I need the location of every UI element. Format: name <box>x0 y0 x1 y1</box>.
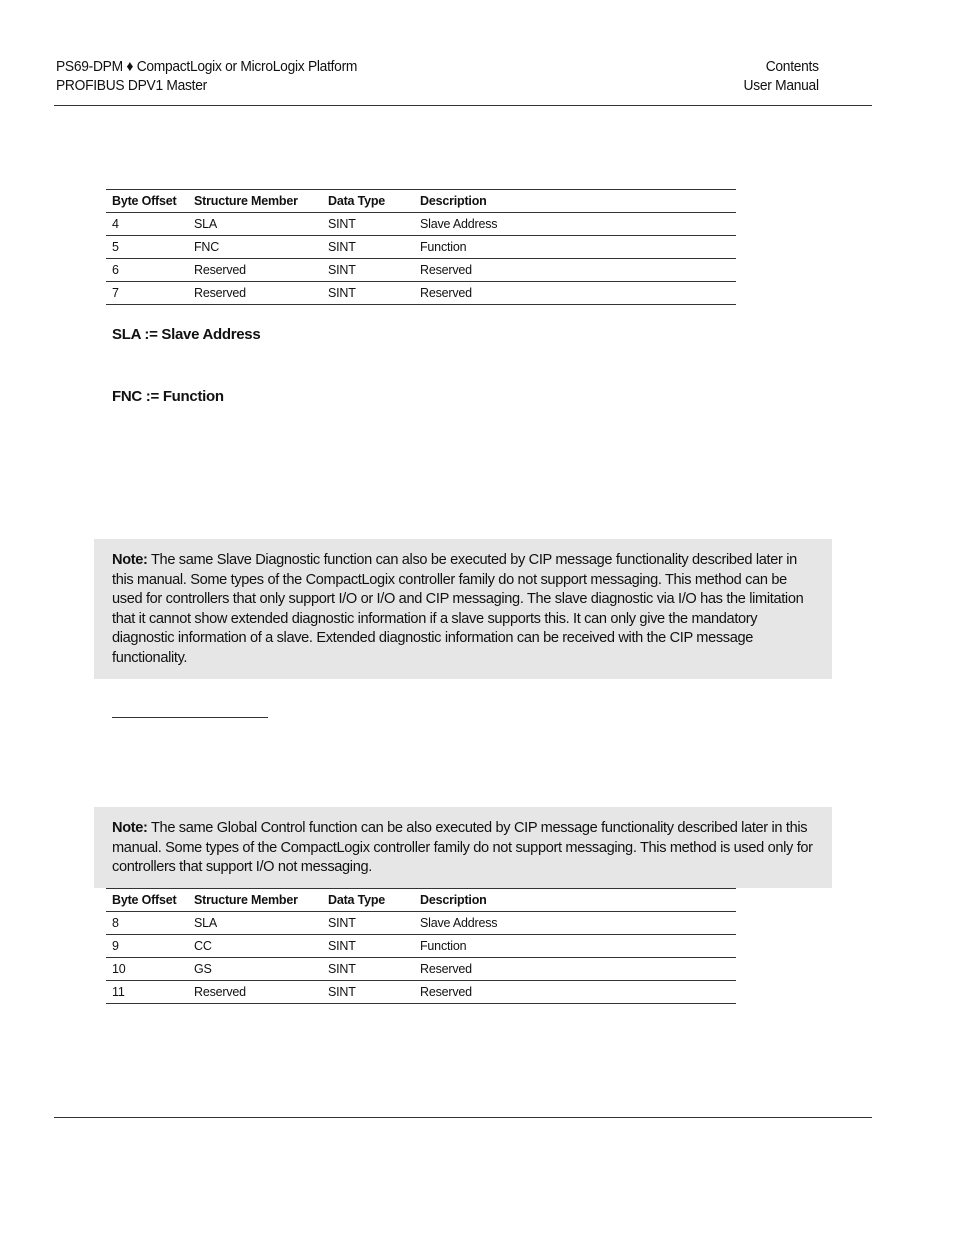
header-divider <box>54 105 872 106</box>
table-cell: SINT <box>322 236 414 259</box>
table-cell: 10 <box>106 958 188 981</box>
table-cell: SINT <box>322 213 414 236</box>
table-cell: Slave Address <box>414 213 736 236</box>
table-cell: Function <box>414 935 736 958</box>
table-cell: Reserved <box>414 259 736 282</box>
fnc-definition: FNC := Function <box>112 388 224 405</box>
table-cell: SINT <box>322 935 414 958</box>
note-label: Note: <box>112 552 148 568</box>
table-cell: 9 <box>106 935 188 958</box>
table-header-row <box>106 889 736 912</box>
table-cell: Reserved <box>414 958 736 981</box>
table-cell: 8 <box>106 912 188 935</box>
table-header-row <box>106 190 736 213</box>
global-control-note <box>94 807 832 888</box>
slave-diagnostic-table <box>106 189 736 305</box>
table-cell: Reserved <box>414 981 736 1004</box>
header-section: Contents <box>765 58 819 75</box>
note-text: The same Slave Diagnostic function can also be executed by CIP message functionality described later in this manual. Some types of the CompactLogix controller family do not support messaging. This method can be used for controllers that only support I/O or I/O and CIP messaging. The slave diagnostic via I/O has the limitation that it cannot show extended diagnostic information if a slave supports this. It can only give the mandatory diagnostic information of a slave. Extended diagnostic information can be received with the CIP message functionality. <box>112 552 804 666</box>
table-cell: Reserved <box>188 282 322 305</box>
header-product-subtitle: PROFIBUS DPV1 Master <box>56 77 207 94</box>
global-control-table <box>106 888 736 1004</box>
table-row <box>106 236 736 259</box>
column-header: Structure Member <box>188 190 322 213</box>
footnote-separator <box>112 717 268 718</box>
table-cell: CC <box>188 935 322 958</box>
note-text: The same Global Control function can be also executed by CIP message functionality described later in this manual. Some types of the CompactLogix controller family do not support messaging. This method is used only for controllers that support I/O not messaging. <box>112 820 813 876</box>
table-cell: SINT <box>322 259 414 282</box>
table-cell: Slave Address <box>414 912 736 935</box>
table-cell: SINT <box>322 958 414 981</box>
table-cell: Reserved <box>188 259 322 282</box>
table-cell: Reserved <box>414 282 736 305</box>
footer-divider <box>54 1117 872 1118</box>
table-cell: Reserved <box>188 981 322 1004</box>
table-cell: SINT <box>322 912 414 935</box>
table-row <box>106 259 736 282</box>
header-doc-type: User Manual <box>743 77 819 94</box>
column-header: Data Type <box>322 889 414 912</box>
table-cell: SLA <box>188 912 322 935</box>
table-cell: FNC <box>188 236 322 259</box>
column-header: Data Type <box>322 190 414 213</box>
sla-definition: SLA := Slave Address <box>112 326 261 343</box>
table-cell: 4 <box>106 213 188 236</box>
table-cell: GS <box>188 958 322 981</box>
table-row <box>106 935 736 958</box>
header-right <box>744 57 819 95</box>
table-cell: SINT <box>322 282 414 305</box>
table-cell: Function <box>414 236 736 259</box>
table-cell: 5 <box>106 236 188 259</box>
column-header: Byte Offset <box>106 190 188 213</box>
table-row <box>106 282 736 305</box>
column-header: Byte Offset <box>106 889 188 912</box>
table-row <box>106 981 736 1004</box>
note-label: Note: <box>112 820 148 836</box>
slave-diagnostic-note <box>94 539 832 679</box>
column-header: Description <box>414 190 736 213</box>
header-left <box>56 57 357 95</box>
table-cell: 6 <box>106 259 188 282</box>
column-header: Structure Member <box>188 889 322 912</box>
table-cell: SLA <box>188 213 322 236</box>
table-cell: SINT <box>322 981 414 1004</box>
table-row <box>106 912 736 935</box>
table-cell: 11 <box>106 981 188 1004</box>
header-product-title: PS69-DPM ♦ CompactLogix or MicroLogix Platform <box>56 58 358 75</box>
table-row <box>106 958 736 981</box>
table-row <box>106 213 736 236</box>
column-header: Description <box>414 889 736 912</box>
table-cell: 7 <box>106 282 188 305</box>
